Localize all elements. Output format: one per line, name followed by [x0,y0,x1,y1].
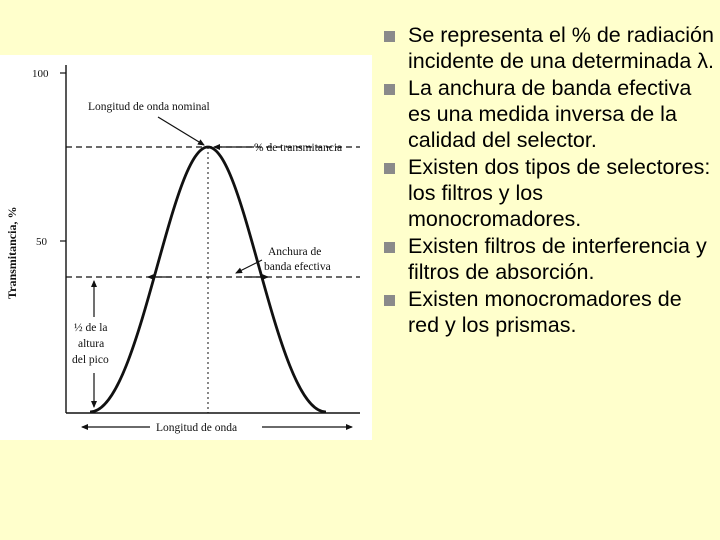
nominal-wavelength-label: Longitud de onda nominal [88,101,210,113]
bullet-text: Se representa el % de radiación incidente de una determinada λ. [408,23,714,73]
bullet-square-icon [384,84,395,95]
bullet-text: Existen dos tipos de selectores: los filtros y los monocromadores. [408,155,711,231]
half-height-label-line3: del pico [72,354,109,366]
bullet-text: Existen monocromadores de red y los prismas. [408,287,682,337]
transmittance-figure [0,55,372,440]
bullet-square-icon [384,295,395,306]
bullet-item [383,233,718,285]
y-tick-label-50: 50 [36,236,47,248]
transmittance-diagram [0,55,372,440]
bandwidth-label-line1: Anchura de [268,246,322,258]
transmittance-label: % de transmitancia [254,142,343,154]
bullet-square-icon [384,31,395,42]
bullet-item [383,75,718,153]
bullet-square-icon [384,163,395,174]
nominal-pointer-arrow [158,117,204,145]
bullet-text: Existen filtros de interferencia y filtros de absorción. [408,234,707,284]
half-height-label-line2: altura [78,338,105,350]
y-axis-title: Transmitancia, % [5,206,19,299]
bullet-list [383,22,718,339]
bullet-item [383,154,718,232]
half-height-label-line1: ½ de la [74,322,108,334]
bullet-square-icon [384,242,395,253]
bullet-text: La anchura de banda efectiva es una medida inversa de la calidad del selector. [408,76,692,152]
bandwidth-label-line2: banda efectiva [264,261,331,273]
bullet-item [383,286,718,338]
bullet-item [383,22,718,74]
y-tick-label-100: 100 [32,68,49,80]
x-axis-title: Longitud de onda [156,422,238,434]
